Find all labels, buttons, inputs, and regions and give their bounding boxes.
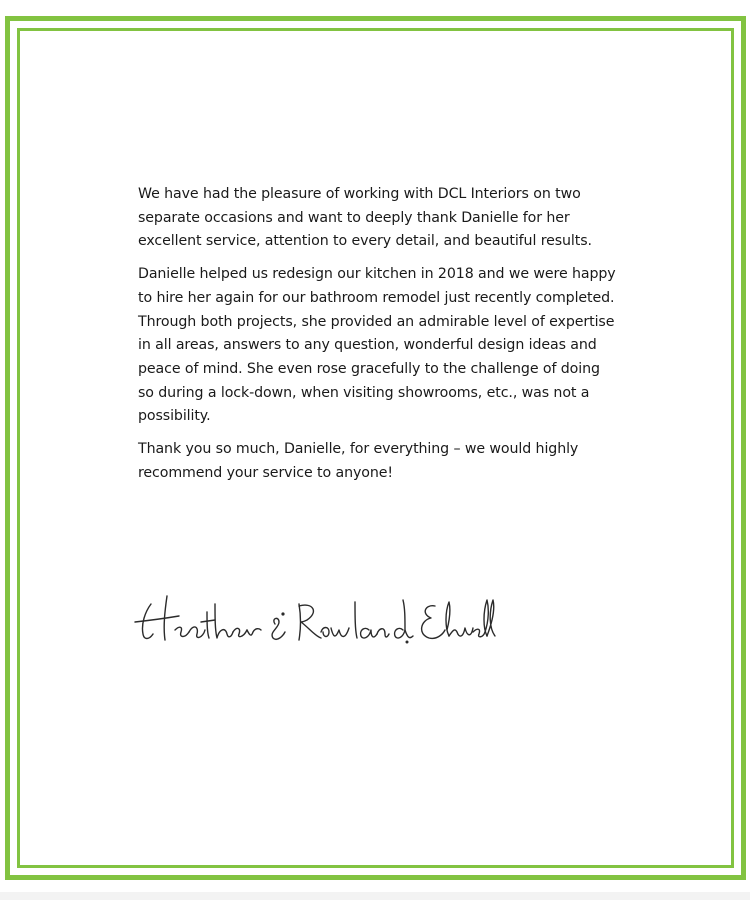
signature-drawing	[123, 582, 503, 662]
paragraph-3: Thank you so much, Danielle, for everything – we would highly recommend your service to anyone!	[138, 441, 579, 481]
bottom-edge	[0, 892, 750, 900]
paragraph-2: Danielle helped us redesign our kitchen in 2018 and we were happy to hire her again for our bathroom remodel just recently completed. Through both projects, she provided an admirable level of expertise in all areas, answers to any question, wonderful design ideas and peace of mind. She even rose gracefully to the challenge of doing so during a lock-down, when visiting showrooms, etc., was not a possibility.	[138, 266, 616, 425]
handwritten-signature	[123, 582, 503, 662]
testimonial-letter	[138, 183, 618, 494]
paragraph-1: We have had the pleasure of working with DCL Interiors on two separate occasions and want to deeply thank Danielle for her excellent service, attention to every detail, and beautiful results.	[138, 186, 592, 250]
